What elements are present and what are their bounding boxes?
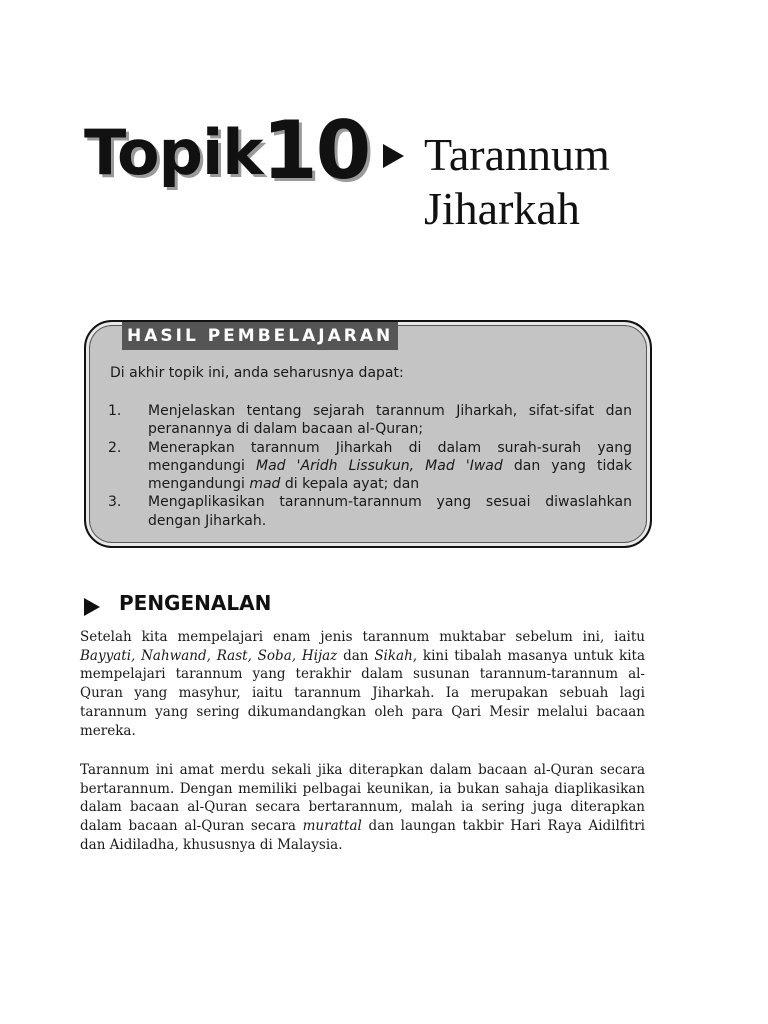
outcome-text [148,439,632,494]
outcome-item [108,402,632,439]
paragraph [80,628,645,740]
learning-outcomes-header: HASIL PEMBELAJARAN [122,322,398,350]
text-run: Tarannum ini amat merdu sekali jika diterapkan dalam bacaan al-Quran secara bertarannum. Dengan memiliki pelbagai keunikan, ia bukan sahaja diaplikasikan dalam bacaan al-Quran secara bertarannum, malah ia sering juga diterapkan dalam bacaan al-Quran secara [80,762,645,835]
outcome-number: 1. [108,403,122,419]
text-run: , kini tibalah masanya untuk kita mempelajari tarannum yang terakhir dalam susunan tarannum-tarannum al-Quran yang masyhur, iaitu tarannum Jiharkah. Ia merupakan sebuah lagi tarannum yang sering dikumandangkan oleh para Qari Mesir melalui bacaan mereka. [80,647,646,739]
outcome-text [148,402,632,439]
italic-text: Bayyati, Nahwand, Rast, Soba, Hijaz [80,647,338,664]
text-run: di kepala ayat; dan [280,476,420,493]
section-title: PENGENALAN [119,591,272,615]
italic-text: Mad 'Aridh Lissukun, Mad 'Iwad [256,457,503,474]
learning-outcomes-list [108,402,632,530]
text-run: dan yang tidak mengandungi [148,457,632,493]
text-run: Menjelaskan tentang sejarah tarannum Jiharkah, sifat-sifat dan peranannya di dalam bacaan al-Quran; [148,403,632,438]
italic-text: murattal [302,818,362,835]
italic-text: Sikah [374,647,413,664]
text-run: Menerapkan tarannum Jiharkah di dalam surah-surah yang mengandungi [148,439,632,474]
outcome-number: 2. [108,439,122,456]
topik-number: 10 [262,104,370,197]
topik-word: Topik [84,116,263,189]
text-run: Mengaplikasikan tarannum-tarannum yang sesuai diwaslahkan dengan Jiharkah. [148,494,632,529]
text-run: Setelah kita mempelajari enam jenis tarannum muktabar sebelum ini, iaitu [80,629,645,645]
text-run: dan laungan takbir Hari Raya Aidilfitri dan Aidiladha, khususnya di Malaysia. [80,818,645,853]
outcome-text [148,493,632,530]
section-arrow-icon [84,598,100,616]
outcome-item [108,439,632,494]
italic-text: mad [249,476,281,493]
text-run: dan [337,647,375,664]
paragraph [80,761,645,855]
outcome-number: 3. [108,494,122,511]
title-arrow-icon [383,144,404,168]
outcome-item [108,493,632,530]
topic-title: Tarannum Jiharkah [424,129,610,234]
learning-outcomes-intro: Di akhir topik ini, anda seharusnya dapat: [110,365,404,381]
